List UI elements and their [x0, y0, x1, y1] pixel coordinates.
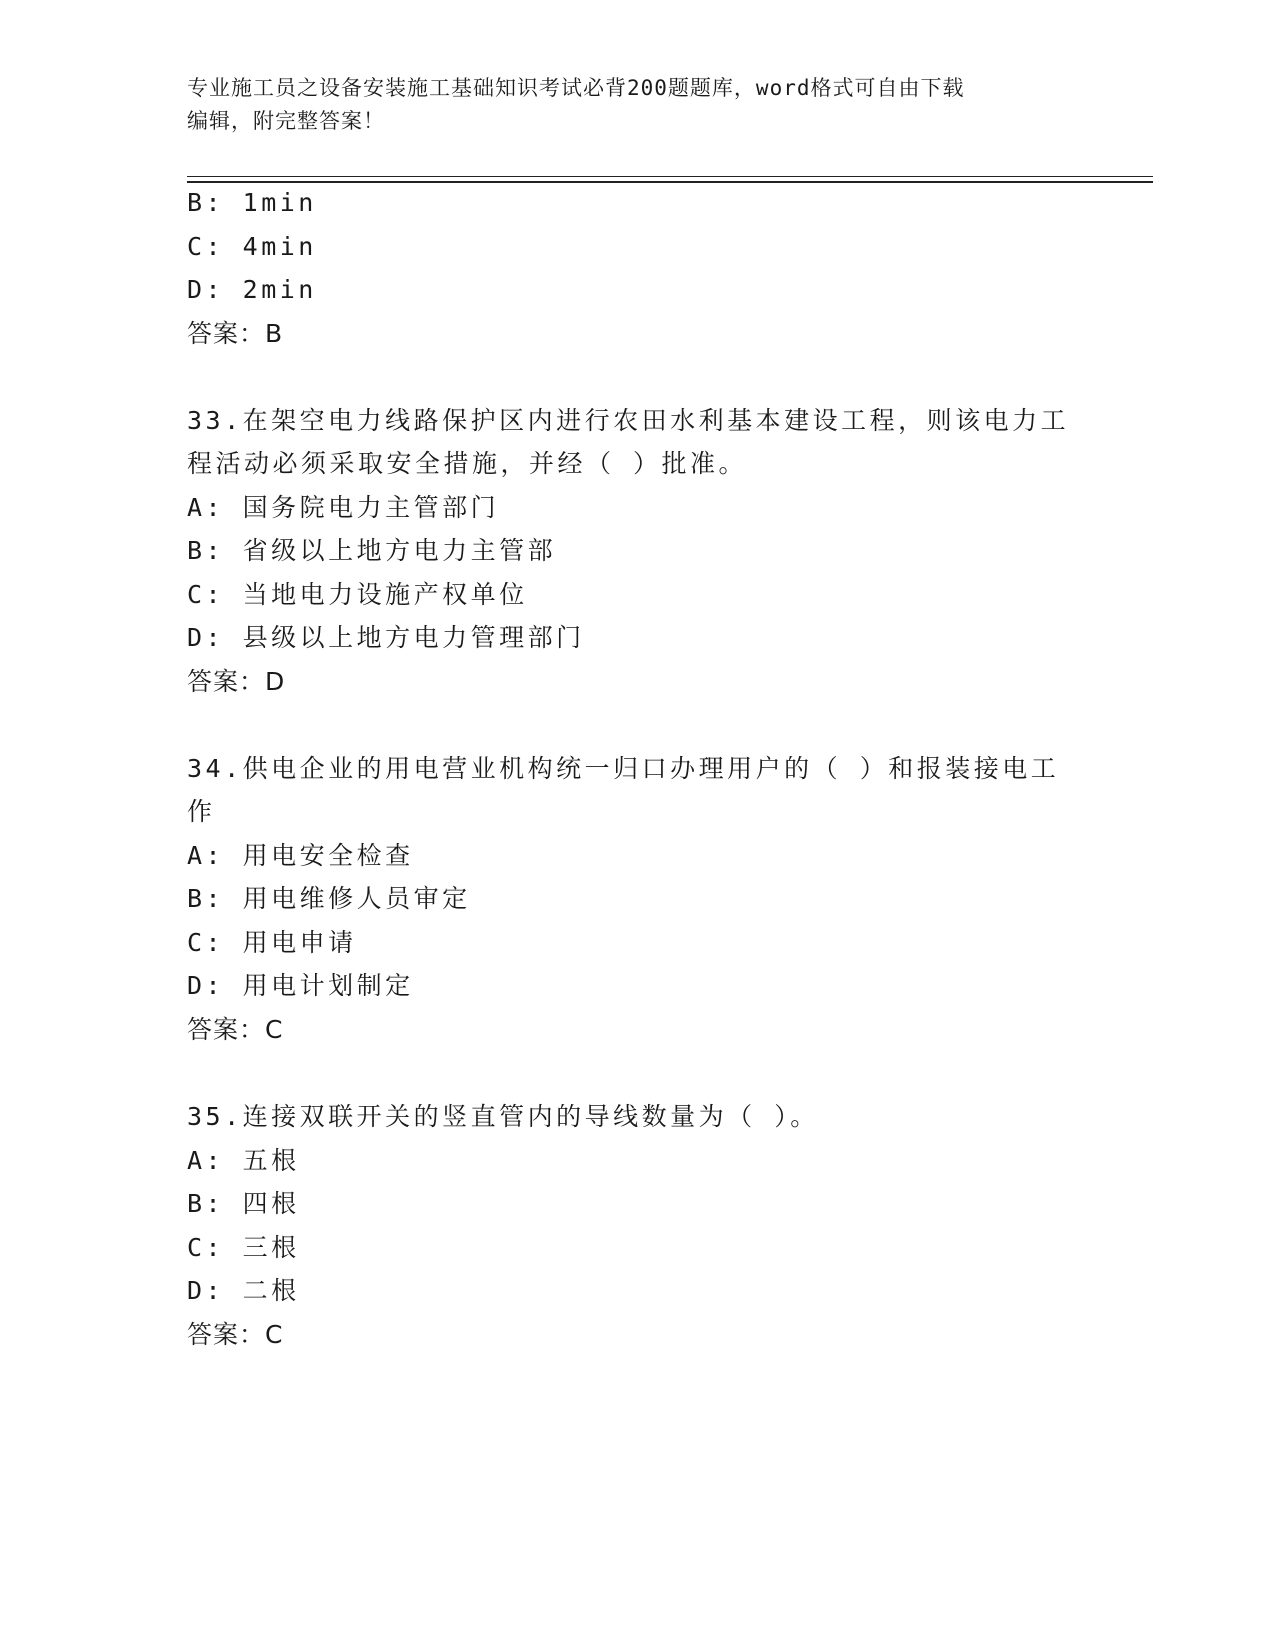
q35-option-d: D: 二根	[187, 1276, 300, 1305]
q33-stem-line-1: 33.在架空电力线路保护区内进行农田水利基本建设工程，则该电力工	[187, 406, 1070, 435]
q33-option-d: D: 县级以上地方电力管理部门	[187, 623, 585, 652]
header-divider-thick	[187, 181, 1153, 183]
q35-option-b: B: 四根	[187, 1189, 300, 1218]
q34-option-b: B: 用电维修人员审定	[187, 884, 471, 913]
q35-option-a: A: 五根	[187, 1146, 300, 1175]
q32-option-b: B: 1min	[187, 188, 317, 217]
q32-answer: 答案：B	[187, 319, 284, 348]
q34-stem-line-2: 作	[187, 797, 216, 826]
q35-option-c: C: 三根	[187, 1233, 300, 1262]
q33-option-c: C: 当地电力设施产权单位	[187, 580, 528, 609]
q34-stem-line-1: 34.供电企业的用电营业机构统一归口办理用户的（ ）和报装接电工	[187, 754, 1060, 783]
q34-option-d: D: 用电计划制定	[187, 971, 414, 1000]
q34-option-c: C: 用电申请	[187, 928, 357, 957]
q34-answer: 答案：C	[187, 1015, 284, 1044]
q35-stem-line-1: 35.连接双联开关的竖直管内的导线数量为（ ）。	[187, 1102, 819, 1131]
q32-option-c: C: 4min	[187, 232, 317, 261]
q33-option-b: B: 省级以上地方电力主管部	[187, 536, 557, 565]
q33-option-a: A: 国务院电力主管部门	[187, 493, 500, 522]
q34-option-a: A: 用电安全检查	[187, 841, 414, 870]
q33-stem-line-2: 程活动必须采取安全措施，并经（ ）批准。	[187, 449, 748, 478]
header-title-line-2: 编辑，附完整答案！	[187, 109, 385, 133]
q32-option-d: D: 2min	[187, 275, 317, 304]
q33-answer: 答案：D	[187, 667, 286, 696]
header-divider-thin	[187, 176, 1153, 177]
header-title-line-1: 专业施工员之设备安装施工基础知识考试必背200题题库，word格式可自由下载	[187, 76, 965, 100]
document-header	[187, 72, 1087, 138]
q35-answer: 答案：C	[187, 1320, 284, 1349]
